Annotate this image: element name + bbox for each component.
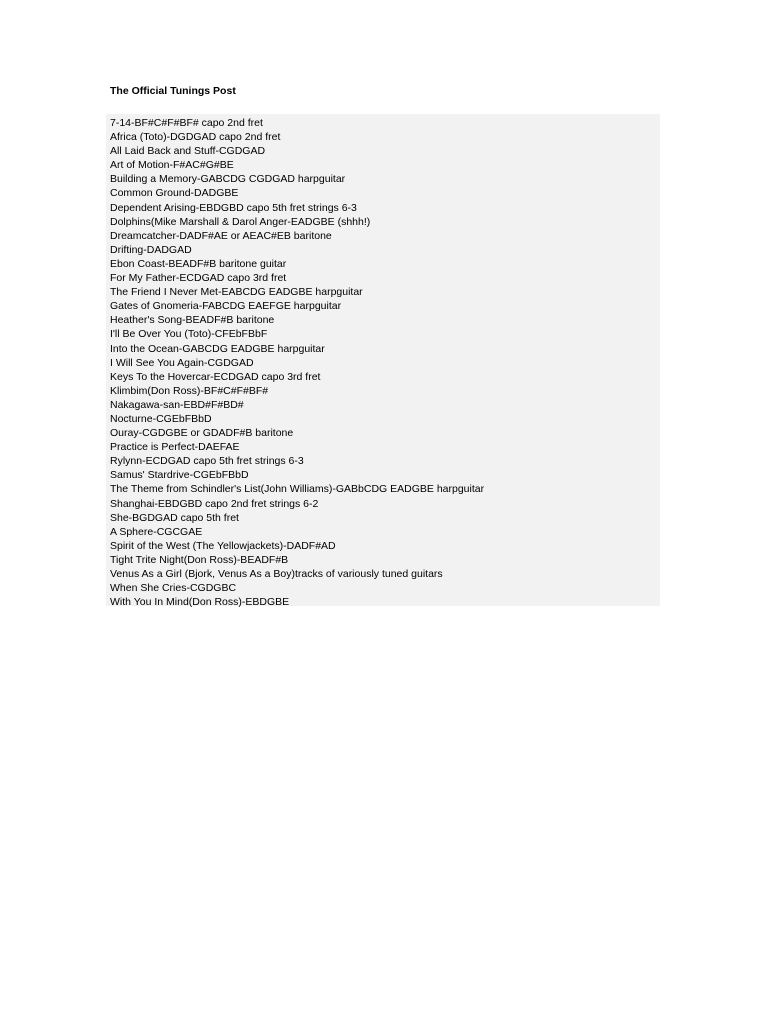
list-item: The Theme from Schindler's List(John Williams)-GABbCDG EADGBE harpguitar [110, 483, 485, 496]
list-item: Common Ground-DADGBE [110, 187, 239, 200]
list-item: Venus As a Girl (Bjork, Venus As a Boy)tracks of variously tuned guitars [110, 568, 443, 580]
list-item: Nocturne-CGEbFBbD [110, 412, 212, 425]
list-item: Art of Motion-F#AC#G#BE [110, 159, 234, 172]
list-item: Rylynn-ECDGAD capo 5th fret strings 6-3 [110, 455, 304, 468]
list-item: I Will See You Again-CGDGAD [110, 356, 254, 369]
list-item: Gates of Gnomeria-FABCDG EAEFGE harpguitar [110, 300, 342, 313]
document-title: The Official Tunings Post [110, 85, 236, 97]
list-item: She-BGDGAD capo 5th fret [110, 511, 239, 524]
list-item: Klimbim(Don Ross)-BF#C#F#BF# [110, 384, 269, 397]
list-item: Heather's Song-BEADF#B baritone [110, 314, 275, 327]
list-item: Keys To the Hovercar-ECDGAD capo 3rd fret [110, 370, 321, 383]
list-item: Samus' Stardrive-CGEbFBbD [110, 469, 249, 482]
list-item: Shanghai-EBDGBD capo 2nd fret strings 6-2 [110, 497, 319, 510]
list-item: Tight Trite Night(Don Ross)-BEADF#B [110, 553, 289, 566]
list-item: The Friend I Never Met-EABCDG EADGBE harpguitar [110, 286, 363, 299]
list-item: For My Father-ECDGAD capo 3rd fret [110, 272, 287, 285]
list-item: Building a Memory-GABCDG CGDGAD harpguitar [110, 173, 346, 186]
list-item: 7-14-BF#C#F#BF# capo 2nd fret [110, 117, 263, 129]
tunings-list [110, 116, 484, 609]
list-item: Ebon Coast-BEADF#B baritone guitar [110, 257, 287, 270]
list-item: All Laid Back and Stuff-CGDGAD [110, 145, 266, 158]
list-item: Africa (Toto)-DGDGAD capo 2nd fret [110, 131, 281, 144]
list-item: Ouray-CGDGBE or GDADF#B baritone [110, 427, 294, 440]
list-item: Into the Ocean-GABCDG EADGBE harpguitar [110, 342, 325, 355]
list-item: Dependent Arising-EBDGBD capo 5th fret strings 6-3 [110, 201, 357, 214]
list-item: Practice is Perfect-DAEFAE [110, 441, 240, 454]
list-item: When She Cries-CGDGBC [110, 582, 237, 595]
list-item: Dreamcatcher-DADF#AE or AEAC#EB baritone [110, 229, 332, 242]
list-item: Spirit of the West (The Yellowjackets)-DADF#AD [110, 539, 336, 552]
list-item: With You In Mind(Don Ross)-EBDGBE [110, 596, 290, 609]
list-item: Nakagawa-san-EBD#F#BD# [110, 398, 244, 411]
tunings-list-block [106, 114, 660, 609]
list-item: Drifting-DADGAD [110, 243, 192, 256]
list-item: I'll Be Over You (Toto)-CFEbFBbF [110, 328, 268, 341]
list-item: Dolphins(Mike Marshall & Darol Anger-EADGBE (shhh!) [110, 215, 371, 228]
list-item: A Sphere-CGCGAE [110, 525, 203, 538]
